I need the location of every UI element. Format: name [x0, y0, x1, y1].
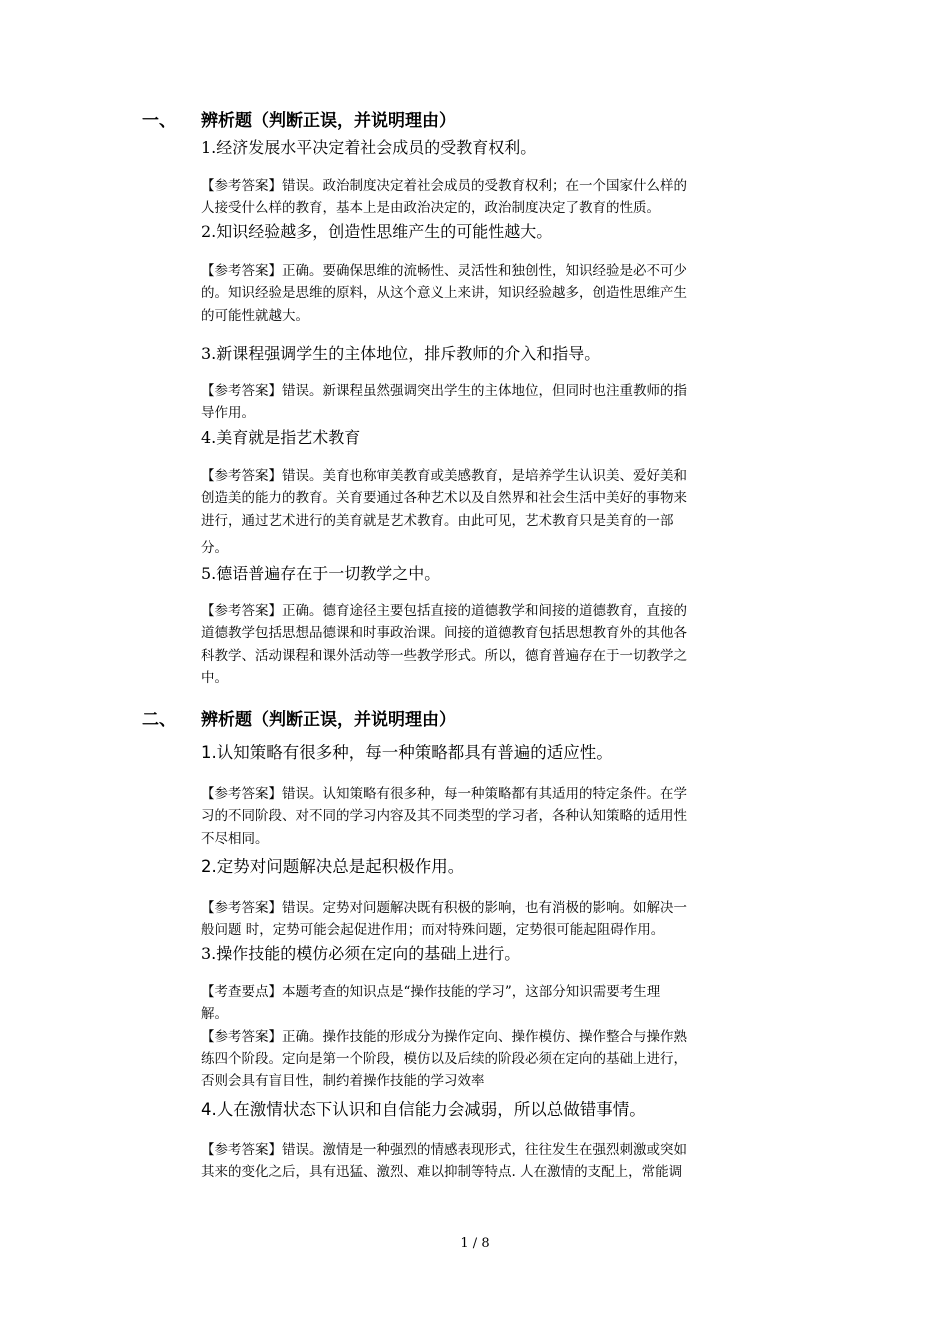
- answer-line: 导作用。: [201, 405, 255, 422]
- answer-line: 【参考答案】错误。激情是一种强烈的情感表现形式，往往发生在强烈刺激或突如: [201, 1142, 687, 1158]
- question-text: 3.操作技能的模仿必须在定向的基础上进行。: [201, 944, 521, 963]
- answer-line: 创造美的能力的教育。关育要通过各种艺术以及自然界和社会生活中美好的事物来: [201, 490, 687, 507]
- answer-block: [201, 260, 821, 327]
- answer-line: 【参考答案】错误。新课程虽然强调突出学生的主体地位，但同时也注重教师的指: [201, 383, 687, 399]
- answer-block: [201, 783, 821, 850]
- answer-line: 练四个阶段。定向是第一个阶段，模仿以及后续的阶段必须在定向的基础上进行，: [201, 1050, 687, 1067]
- section-title: 辨析题（判断正误，并说明理由）: [201, 111, 456, 131]
- page-number: 1 / 8: [460, 1236, 490, 1251]
- answer-line: 中。: [201, 669, 228, 686]
- answer-line: 【考查要点】本题考查的知识点是“操作技能的学习”，这部分知识需要考生理: [201, 984, 661, 1000]
- answer-block: [201, 175, 821, 220]
- answer-line: 分。: [201, 539, 228, 556]
- answer-line: 进行，通过艺术进行的美育就是艺术教育。由此可见，艺术教育只是美育的一部: [201, 512, 674, 529]
- answer-line: 的。知识经验是思维的原料，从这个意义上来讲，知识经验越多，创造性思维产生: [201, 285, 687, 302]
- answer-block: [201, 981, 821, 1092]
- section-number: 二、: [142, 710, 176, 730]
- answer-line: 其来的变化之后，具有迅猛、激烈、难以抑制等特点. 人在激情的支配上，常能调: [201, 1164, 683, 1181]
- question-text: 1.经济发展水平决定着社会成员的受教育权利。: [201, 138, 537, 157]
- answer-block: [201, 897, 821, 942]
- answer-block: [201, 465, 821, 559]
- question-text: 4.美育就是指艺术教育: [201, 428, 361, 447]
- question-text: 3.新课程强调学生的主体地位，排斥教师的介入和指导。: [201, 344, 601, 363]
- answer-line: 的可能性就越大。: [201, 307, 309, 324]
- question-text: 1.认知策略有很多种，每一种策略都具有普遍的适应性。: [201, 743, 613, 762]
- answer-line: 科教学、活动课程和课外活动等一些教学形式。所以，德育普遍存在于一切教学之: [201, 647, 687, 664]
- answer-line: 不尽相同。: [201, 830, 269, 847]
- answer-line: 【参考答案】错误。美育也称审美教育或美感教育，是培养学生认识美、爱好美和: [201, 468, 687, 484]
- answer-line: 习的不同阶段、对不同的学习内容及其不同类型的学习者，各种认知策略的适用性: [201, 808, 687, 825]
- answer-line: 【参考答案】错误。定势对问题解决既有积极的影响，也有消极的影响。如解决一: [201, 900, 687, 916]
- answer-line: 【参考答案】正确。操作技能的形成分为操作定向、操作模仿、操作整合与操作熟: [201, 1028, 687, 1045]
- answer-line: 道德教学包括思想品德课和时事政治课。间接的道德教育包括思想教育外的其他各: [201, 625, 687, 642]
- answer-line: 【参考答案】错误。认知策略有很多种，每一种策略都有其适用的特定条件。在学: [201, 786, 687, 802]
- answer-line: 人接受什么样的教育，基本上是由政治决定的，政治制度决定了教育的性质。: [201, 200, 660, 217]
- answer-line: 【参考答案】正确。德育途径主要包括直接的道德教学和间接的道德教育，直接的: [201, 603, 687, 619]
- answer-line: 般问题 时，定势可能会起促进作用；而对特殊问题，定势很可能起阻碍作用。: [201, 922, 665, 939]
- answer-block: [201, 600, 821, 689]
- answer-line: 【参考答案】错误。政治制度决定着社会成员的受教育权利；在一个国家什么样的: [201, 178, 687, 194]
- answer-block: [201, 380, 821, 425]
- section-title: 辨析题（判断正误，并说明理由）: [201, 710, 456, 730]
- answer-line: 否则会具有盲目性，制约着操作技能的学习效率: [201, 1073, 485, 1090]
- question-text: 2.定势对问题解决总是起积极作用。: [201, 857, 465, 876]
- answer-line: 解。: [201, 1006, 228, 1023]
- question-text: 2.知识经验越多，创造性思维产生的可能性越大。: [201, 222, 553, 241]
- answer-block: [201, 1139, 821, 1184]
- question-text: 5.德语普遍存在于一切教学之中。: [201, 564, 441, 583]
- question-text: 4.人在激情状态下认识和自信能力会减弱，所以总做错事情。: [201, 1100, 646, 1119]
- section-number: 一、: [142, 111, 176, 131]
- answer-line: 【参考答案】正确。要确保思维的流畅性、灵活性和独创性，知识经验是必不可少: [201, 263, 687, 279]
